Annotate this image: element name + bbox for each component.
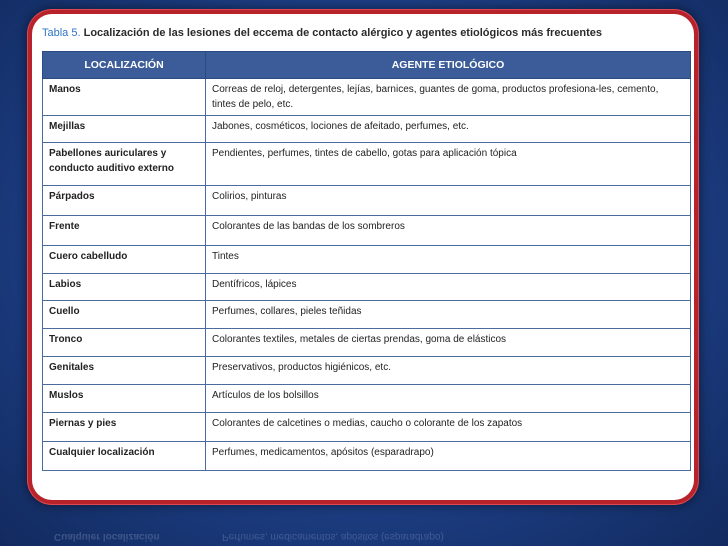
table-row	[43, 301, 691, 329]
cell-agente: Preservativos, productos higiénicos, etc.	[206, 357, 691, 385]
reflection-agent: Perfumes, medicamentos, apósitos (esparadrapo)	[222, 531, 444, 542]
cell-localizacion: Tronco	[43, 329, 206, 357]
cell-agente: Dentífricos, lápices	[206, 274, 691, 301]
cell-agente: Correas de reloj, detergentes, lejías, barnices, guantes de goma, productos profesiona-les, cemento, tintes de pelo, etc.	[206, 79, 691, 116]
cell-localizacion: Mejillas	[43, 116, 206, 143]
cell-agente: Colorantes de calcetines o medias, caucho o colorante de los zapatos	[206, 413, 691, 442]
cell-localizacion: Cualquier localización	[43, 442, 206, 471]
cell-agente: Colorantes textiles, metales de ciertas prendas, goma de elásticos	[206, 329, 691, 357]
table-row	[43, 79, 691, 116]
cell-localizacion: Cuero cabelludo	[43, 246, 206, 274]
header-localizacion: LOCALIZACIÓN	[43, 52, 206, 79]
cell-localizacion: Labios	[43, 274, 206, 301]
cell-agente: Pendientes, perfumes, tintes de cabello, gotas para aplicación tópica	[206, 143, 691, 186]
table-reflection	[42, 506, 692, 546]
table-title: Localización de las lesiones del eccema de contacto alérgico y agentes etiológicos más frecuentes	[83, 27, 603, 39]
cell-localizacion: Muslos	[43, 385, 206, 413]
cell-localizacion: Genitales	[43, 357, 206, 385]
table-number: Tabla 5.	[42, 27, 81, 39]
table-row	[43, 385, 691, 413]
cell-localizacion: Frente	[43, 216, 206, 246]
table-row	[43, 143, 691, 186]
cell-localizacion: Piernas y pies	[43, 413, 206, 442]
header-row	[43, 52, 691, 79]
cell-agente: Colorantes de las bandas de los sombreros	[206, 216, 691, 246]
table-row	[43, 442, 691, 471]
cell-agente: Colirios, pinturas	[206, 186, 691, 216]
table-caption	[42, 27, 692, 39]
reflection-loc: Cualquier localización	[54, 531, 160, 542]
cell-agente: Jabones, cosméticos, lociones de afeitado, perfumes, etc.	[206, 116, 691, 143]
table-row	[43, 357, 691, 385]
table-row	[43, 246, 691, 274]
header-agente: AGENTE ETIOLÓGICO	[206, 52, 691, 79]
cell-agente: Tintes	[206, 246, 691, 274]
cell-localizacion: Cuello	[43, 301, 206, 329]
table-row	[43, 186, 691, 216]
cell-agente: Perfumes, medicamentos, apósitos (esparadrapo)	[206, 442, 691, 471]
cell-localizacion: Pabellones auriculares y conducto auditivo externo	[43, 143, 206, 186]
table-row	[43, 413, 691, 442]
slide-frame	[32, 14, 694, 500]
cell-agente: Artículos de los bolsillos	[206, 385, 691, 413]
cell-localizacion: Párpados	[43, 186, 206, 216]
table-row	[43, 329, 691, 357]
cell-localizacion: Manos	[43, 79, 206, 116]
cell-agente: Perfumes, collares, pieles teñidas	[206, 301, 691, 329]
table-row	[43, 274, 691, 301]
lesion-table	[42, 51, 691, 471]
table-row	[43, 216, 691, 246]
table-row	[43, 116, 691, 143]
